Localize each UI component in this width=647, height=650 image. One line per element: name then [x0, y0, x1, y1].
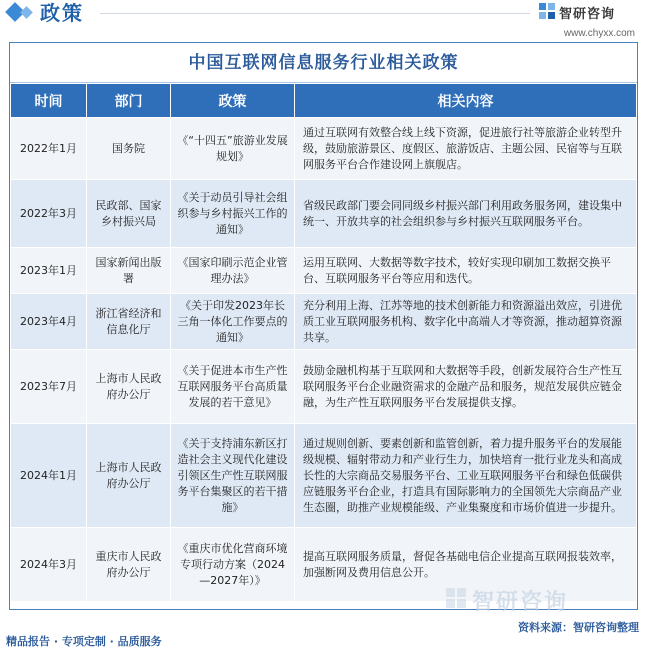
table-row [11, 294, 637, 350]
cell-content: 通过互联网有效整合线上线下资源，促进旅行社等旅游企业转型升级，鼓励旅游景区、度假区、旅游饭店、主题公园、民宿等与互联网服务平台合作建设网上旗舰店。 [295, 118, 637, 180]
cell-content: 通过规则创新、要素创新和监管创新，着力提升服务平台的发展能级规模、辐射带动力和产业行生力，加快培育一批行业龙头和高成长性的大宗商品交易服务平台、工业互联网服务平台和绿色低碳供应链服务平台企业，打造具有国际影响力的全国领先大宗商品产业生态圈，助推产业规模能级、产业集聚度和市场价值进一步提升。 [295, 424, 637, 528]
diamond-small-icon [20, 6, 33, 19]
cell-policy: 《国家印刷示范企业管理办法》 [171, 248, 295, 294]
table-row [11, 180, 637, 248]
cell-time: 2022年3月 [11, 180, 87, 248]
cell-time: 2023年1月 [11, 248, 87, 294]
cell-dept: 国家新闻出版署 [87, 248, 171, 294]
cell-policy: 《重庆市优化营商环境专项行动方案（2024—2027年）》 [171, 528, 295, 602]
cell-dept: 重庆市人民政府办公厅 [87, 528, 171, 602]
section-title: 政策 [40, 1, 84, 25]
column-header-time: 时间 [11, 84, 87, 118]
cell-time: 2023年4月 [11, 294, 87, 350]
watermark: 智研咨询 [472, 590, 569, 615]
table-title: 中国互联网信息服务行业相关政策 [10, 43, 637, 83]
brand-logo-icon [538, 2, 556, 20]
cell-content: 省级民政部门要会同同级乡村振兴部门利用政务服务网，建设集中统一、开放共享的社会组织参与乡村振兴互联网服务平台。 [295, 180, 637, 248]
table-row [11, 424, 637, 528]
cell-time: 2024年1月 [11, 424, 87, 528]
cell-dept: 国务院 [87, 118, 171, 180]
source-note: 资料来源：智研咨询整理 [518, 621, 639, 634]
table-header-row [11, 84, 637, 118]
brand-url: www.chyxx.com [563, 28, 635, 39]
header-divider [100, 13, 530, 14]
cell-policy: 《关于动员引导社会组织参与乡村振兴工作的通知》 [171, 180, 295, 248]
cell-policy: 《关于促进本市生产性互联网服务平台高质量发展的若干意见》 [171, 350, 295, 424]
table-row [11, 118, 637, 180]
column-header-policy: 政策 [171, 84, 295, 118]
cell-time: 2023年7月 [11, 350, 87, 424]
column-header-dept: 部门 [87, 84, 171, 118]
cell-time: 2024年3月 [11, 528, 87, 602]
cell-dept: 民政部、国家乡村振兴局 [87, 180, 171, 248]
cell-dept: 上海市人民政府办公厅 [87, 424, 171, 528]
policy-table [10, 83, 637, 602]
cell-policy: 《“十四五”旅游业发展规划》 [171, 118, 295, 180]
cell-policy: 《关于支持浦东新区打造社会主义现代化建设引领区生产性互联网服务平台集聚区的若干措施》 [171, 424, 295, 528]
cell-dept: 浙江省经济和信息化厅 [87, 294, 171, 350]
cell-time: 2022年1月 [11, 118, 87, 180]
table-row [11, 248, 637, 294]
cell-content: 提高互联网服务质量，督促各基础电信企业提高互联网报装效率，加强断网及费用信息公开。 [295, 528, 637, 602]
table-row [11, 350, 637, 424]
cell-dept: 上海市人民政府办公厅 [87, 350, 171, 424]
cell-content: 充分利用上海、江苏等地的技术创新能力和资源溢出效应，引进优质工业互联网服务机构、数字化中高端人才等资源，推动超算资源共享。 [295, 294, 637, 350]
cell-content: 鼓励金融机构基于互联网和大数据等手段，创新发展符合生产性互联网服务平台企业融资需求的金融产品和服务，规范发展供应链金融，为生产性互联网服务平台发展提供支撑。 [295, 350, 637, 424]
watermark-logo-icon [444, 586, 468, 610]
brand-name: 智研咨询 [559, 7, 616, 22]
header [0, 0, 647, 30]
cell-policy: 《关于印发2023年长三角一体化工作要点的通知》 [171, 294, 295, 350]
column-header-content: 相关内容 [295, 84, 637, 118]
cell-content: 运用互联网、大数据等数字技术，较好实现印刷加工数据交换平台、互联网服务平台等应用和迭代。 [295, 248, 637, 294]
policy-table-frame [9, 42, 638, 610]
footer-slogan: 精品报告 · 专项定制 · 品质服务 [6, 635, 162, 648]
